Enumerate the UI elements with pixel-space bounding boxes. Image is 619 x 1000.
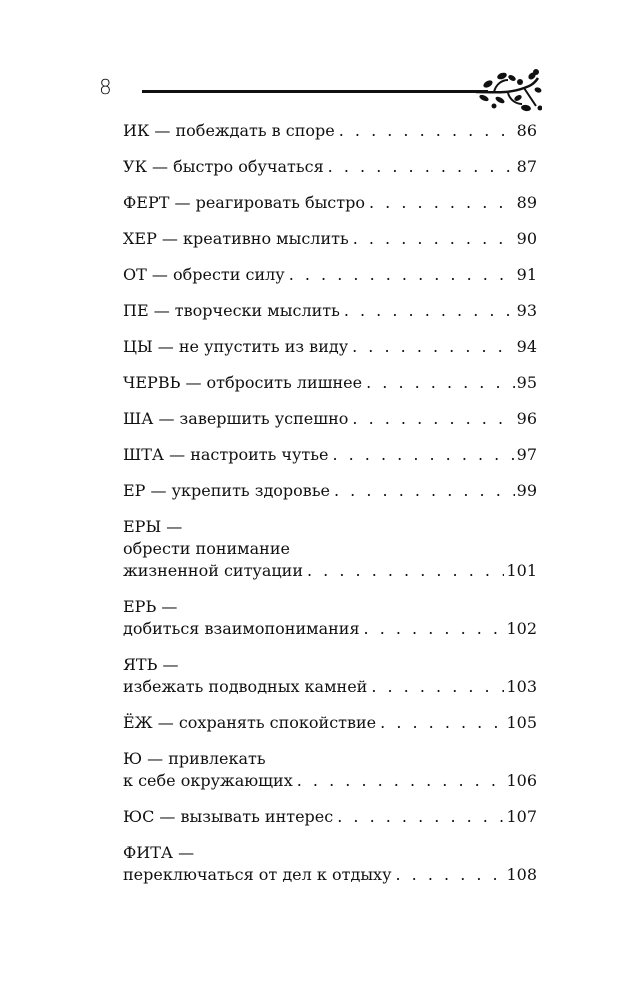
toc-entry-title: ОТ — обрести силу <box>123 265 285 284</box>
toc-entry-title: ЯТЬ — <box>123 655 179 674</box>
toc-leader-dots <box>328 156 515 178</box>
table-of-contents <box>123 120 537 900</box>
header-rule <box>142 90 488 93</box>
toc-entry[interactable] <box>123 372 537 394</box>
toc-entry-page: 102 <box>506 619 537 638</box>
toc-leader-dots <box>380 712 504 734</box>
toc-leader-dots <box>297 770 505 792</box>
toc-entry-page: 86 <box>516 121 537 140</box>
page-number: 8 <box>99 75 112 99</box>
toc-entry[interactable] <box>123 480 537 502</box>
toc-entry[interactable] <box>123 156 537 178</box>
toc-entry[interactable] <box>123 444 537 466</box>
toc-leader-dots <box>353 228 515 250</box>
toc-leader-dots <box>289 264 515 286</box>
toc-entry-subtitle: избежать подводных камней <box>123 677 368 696</box>
toc-entry[interactable] <box>123 228 537 250</box>
toc-entry-subtitle: жизненной ситуации <box>123 561 303 580</box>
toc-entry-page: 94 <box>516 337 537 356</box>
toc-entry-page: 101 <box>506 561 537 580</box>
toc-leader-dots <box>352 336 515 358</box>
toc-leader-dots <box>332 444 514 466</box>
toc-leader-dots <box>366 372 515 394</box>
toc-entry-page: 103 <box>506 677 537 696</box>
toc-leader-dots <box>371 676 504 698</box>
toc-entry-title: ШТА — настроить чутье <box>123 445 329 464</box>
toc-entry-page: 87 <box>516 157 537 176</box>
toc-entry-page: 95 <box>516 373 537 392</box>
toc-entry-page: 106 <box>506 771 537 790</box>
toc-entry-subtitle: добиться взаимопонимания <box>123 619 360 638</box>
toc-leader-dots <box>364 618 505 640</box>
toc-entry-subtitle: переключаться от дел к отдыху <box>123 865 392 884</box>
toc-entry-title: ЦЫ — не упустить из виду <box>123 337 349 356</box>
toc-entry-title: УК — быстро обучаться <box>123 157 324 176</box>
toc-entry[interactable] <box>123 596 537 640</box>
floral-branch-icon <box>474 68 542 114</box>
toc-leader-dots <box>339 120 515 142</box>
toc-entry[interactable] <box>123 516 537 582</box>
toc-entry[interactable] <box>123 712 537 734</box>
toc-entry[interactable] <box>123 408 537 430</box>
toc-entry-page: 105 <box>506 713 537 732</box>
toc-entry-title: ФИТА — <box>123 843 195 862</box>
toc-entry-subtitle: к себе окружающих <box>123 771 293 790</box>
toc-entry-title: ЧЕРВЬ — отбросить лишнее <box>123 373 363 392</box>
toc-entry[interactable] <box>123 806 537 828</box>
toc-entry-page: 90 <box>516 229 537 248</box>
toc-entry-page: 97 <box>516 445 537 464</box>
toc-entry[interactable] <box>123 192 537 214</box>
toc-leader-dots <box>337 806 504 828</box>
toc-entry-title: ЮС — вызывать интерес <box>123 807 334 826</box>
toc-entry-page: 96 <box>516 409 537 428</box>
toc-leader-dots <box>369 192 515 214</box>
toc-entry[interactable] <box>123 842 537 886</box>
toc-leader-dots <box>344 300 515 322</box>
toc-entry[interactable] <box>123 654 537 698</box>
toc-entry-page: 108 <box>506 865 537 884</box>
toc-leader-dots <box>396 864 505 886</box>
toc-entry-title: ЕРЬ — <box>123 597 178 616</box>
toc-entry-title: ША — завершить успешно <box>123 409 349 428</box>
toc-entry-title: Ю — привлекать <box>123 749 266 768</box>
toc-entry[interactable] <box>123 264 537 286</box>
toc-entry[interactable] <box>123 336 537 358</box>
page-header <box>0 0 619 130</box>
toc-entry-title: ЕР — укрепить здоровье <box>123 481 330 500</box>
toc-entry-title: ХЕР — креативно мыслить <box>123 229 349 248</box>
toc-entry[interactable] <box>123 748 537 792</box>
toc-leader-dots <box>352 408 514 430</box>
toc-leader-dots <box>307 560 504 582</box>
toc-entry-subtitle: обрести понимание <box>123 539 290 558</box>
toc-entry[interactable] <box>123 300 537 322</box>
toc-entry-title: ФЕРТ — реагировать быстро <box>123 193 365 212</box>
toc-entry-page: 107 <box>506 807 537 826</box>
toc-entry-page: 99 <box>516 481 537 500</box>
toc-leader-dots <box>334 480 515 502</box>
toc-entry-page: 93 <box>516 301 537 320</box>
toc-entry-title: ЁЖ — сохранять спокойствие <box>123 713 377 732</box>
toc-entry-title: ЕРЫ — <box>123 517 183 536</box>
toc-entry-title: ИК — побеждать в споре <box>123 121 335 140</box>
toc-entry-page: 91 <box>516 265 537 284</box>
toc-entry[interactable] <box>123 120 537 142</box>
toc-entry-page: 89 <box>516 193 537 212</box>
toc-entry-title: ПЕ — творчески мыслить <box>123 301 340 320</box>
